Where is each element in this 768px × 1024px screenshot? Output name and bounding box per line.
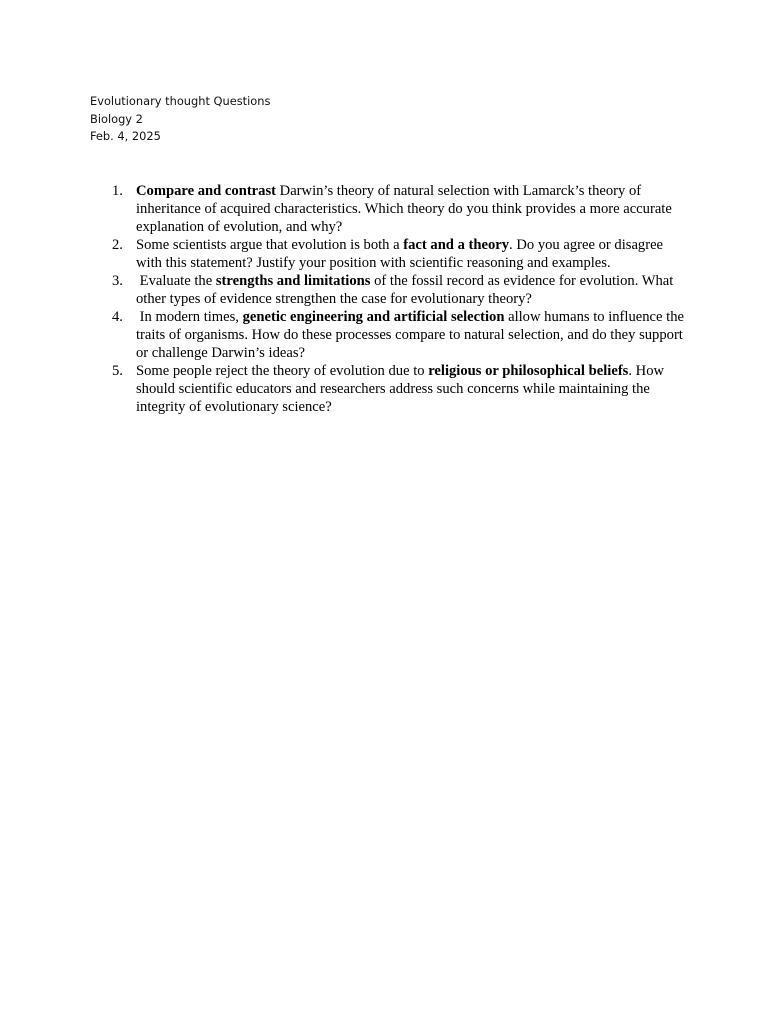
question-lead-text: Some people reject the theory of evolution due to <box>136 363 429 379</box>
question-emphasis: fact and a theory <box>403 237 510 253</box>
question-number: 5. <box>112 363 123 379</box>
question-text: . How should scientific educators and researchers address such concerns while maintaining the integrity of evolutionary science? <box>136 363 665 415</box>
question-item <box>108 272 688 308</box>
question-item <box>108 362 688 416</box>
question-text: allow humans to influence the traits of organisms. How do these processes compare to natural selection, and do they support or challenge Darwin’s ideas? <box>136 309 684 361</box>
question-item <box>108 236 688 272</box>
course-name: Biology 2 <box>90 111 143 126</box>
question-number: 2. <box>112 237 123 253</box>
question-emphasis: strengths and limitations <box>215 273 371 289</box>
document-title: Evolutionary thought Questions <box>90 94 271 108</box>
question-lead-text: Evaluate the <box>136 273 216 289</box>
question-text: of the fossil record as evidence for evolution. What other types of evidence strengthen the case for evolutionary theory? <box>136 273 674 307</box>
question-text: Darwin’s theory of natural selection with Lamarck’s theory of inheritance of acquired characteristics. Which theory do you think provides a more accurate explanation of evolution, and why? <box>136 183 672 235</box>
question-number: 3. <box>112 273 123 289</box>
question-emphasis: religious or philosophical beliefs <box>428 363 629 379</box>
document-date: Feb. 4, 2025 <box>90 129 161 144</box>
question-text: . Do you agree or disagree with this statement? Justify your position with scientific reasoning and examples. <box>136 237 664 271</box>
question-lead-text: In modern times, <box>136 309 243 325</box>
question-number: 4. <box>112 309 123 325</box>
document-header <box>90 93 270 146</box>
question-item <box>108 308 688 362</box>
question-item <box>108 182 688 236</box>
question-lead-text: Some scientists argue that evolution is both a <box>136 237 404 253</box>
question-number: 1. <box>112 183 123 199</box>
question-list <box>108 182 688 416</box>
question-emphasis: genetic engineering and artificial selection <box>242 309 505 325</box>
question-emphasis: Compare and contrast <box>136 183 276 199</box>
